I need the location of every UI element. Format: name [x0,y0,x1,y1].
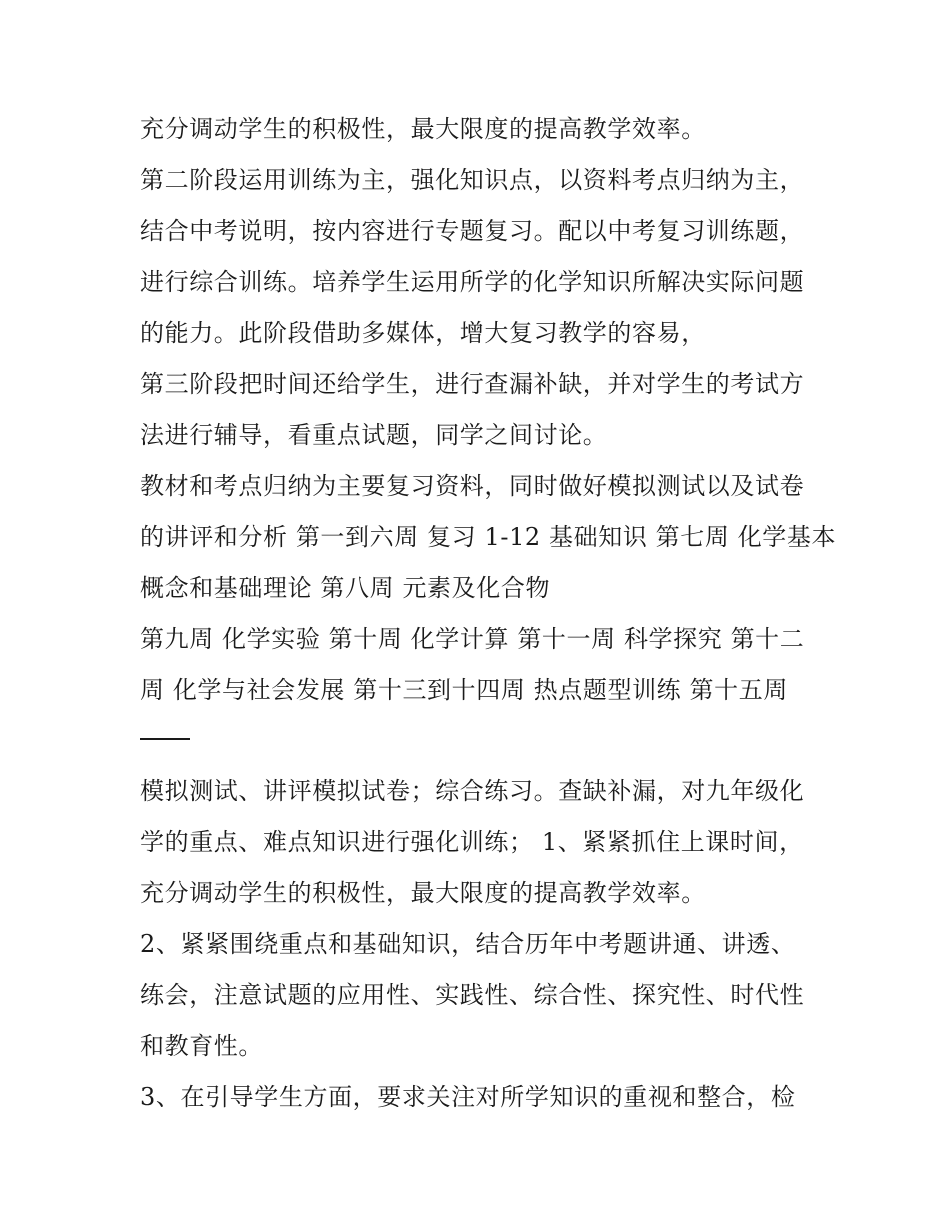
separator-dash [140,738,190,740]
text-line: 第九周 化学实验 第十周 化学计算 第十一周 科学探究 第十二 [140,625,805,653]
text-line: 2、紧紧围绕重点和基础知识，结合历年中考题讲通、讲透、 [140,930,796,958]
text-line: 充分调动学生的积极性，最大限度的提高教学效率。 [140,115,706,143]
text-line: 法进行辅导，看重点试题，同学之间讨论。 [140,421,608,449]
text-line: 进行综合训练。培养学生运用所学的化学知识所解决实际问题 [140,268,805,296]
text-line: 学的重点、难点知识进行强化训练； 1、紧紧抓住上课时间， [140,828,804,856]
text-line: 的讲评和分析 第一到六周 复习 1-12 基础知识 第七周 化学基本 [140,523,837,551]
text-line: 教材和考点归纳为主要复习资料，同时做好模拟测试以及试卷 [140,472,805,500]
text-line: 模拟测试、讲评模拟试卷；综合练习。查缺补漏，对九年级化 [140,777,805,805]
text-line: 3、在引导学生方面，要求关注对所学知识的重视和整合，检 [140,1083,796,1111]
text-line: 练会，注意试题的应用性、实践性、综合性、探究性、时代性 [140,981,805,1009]
text-line: 周 化学与社会发展 第十三到十四周 热点题型训练 第十五周 [140,676,788,704]
text-line: 第三阶段把时间还给学生，进行查漏补缺，并对学生的考试方 [140,370,805,398]
text-line: 充分调动学生的积极性，最大限度的提高教学效率。 [140,879,706,907]
text-line: 概念和基础理论 第八周 元素及化合物 [140,574,551,602]
text-line: 第二阶段运用训练为主，强化知识点，以资料考点归纳为主， [140,166,805,194]
text-line: 的能力。此阶段借助多媒体，增大复习教学的容易， [140,319,706,347]
text-line: 和教育性。 [140,1032,263,1060]
text-line: 结合中考说明，按内容进行专题复习。配以中考复习训练题， [140,217,805,245]
